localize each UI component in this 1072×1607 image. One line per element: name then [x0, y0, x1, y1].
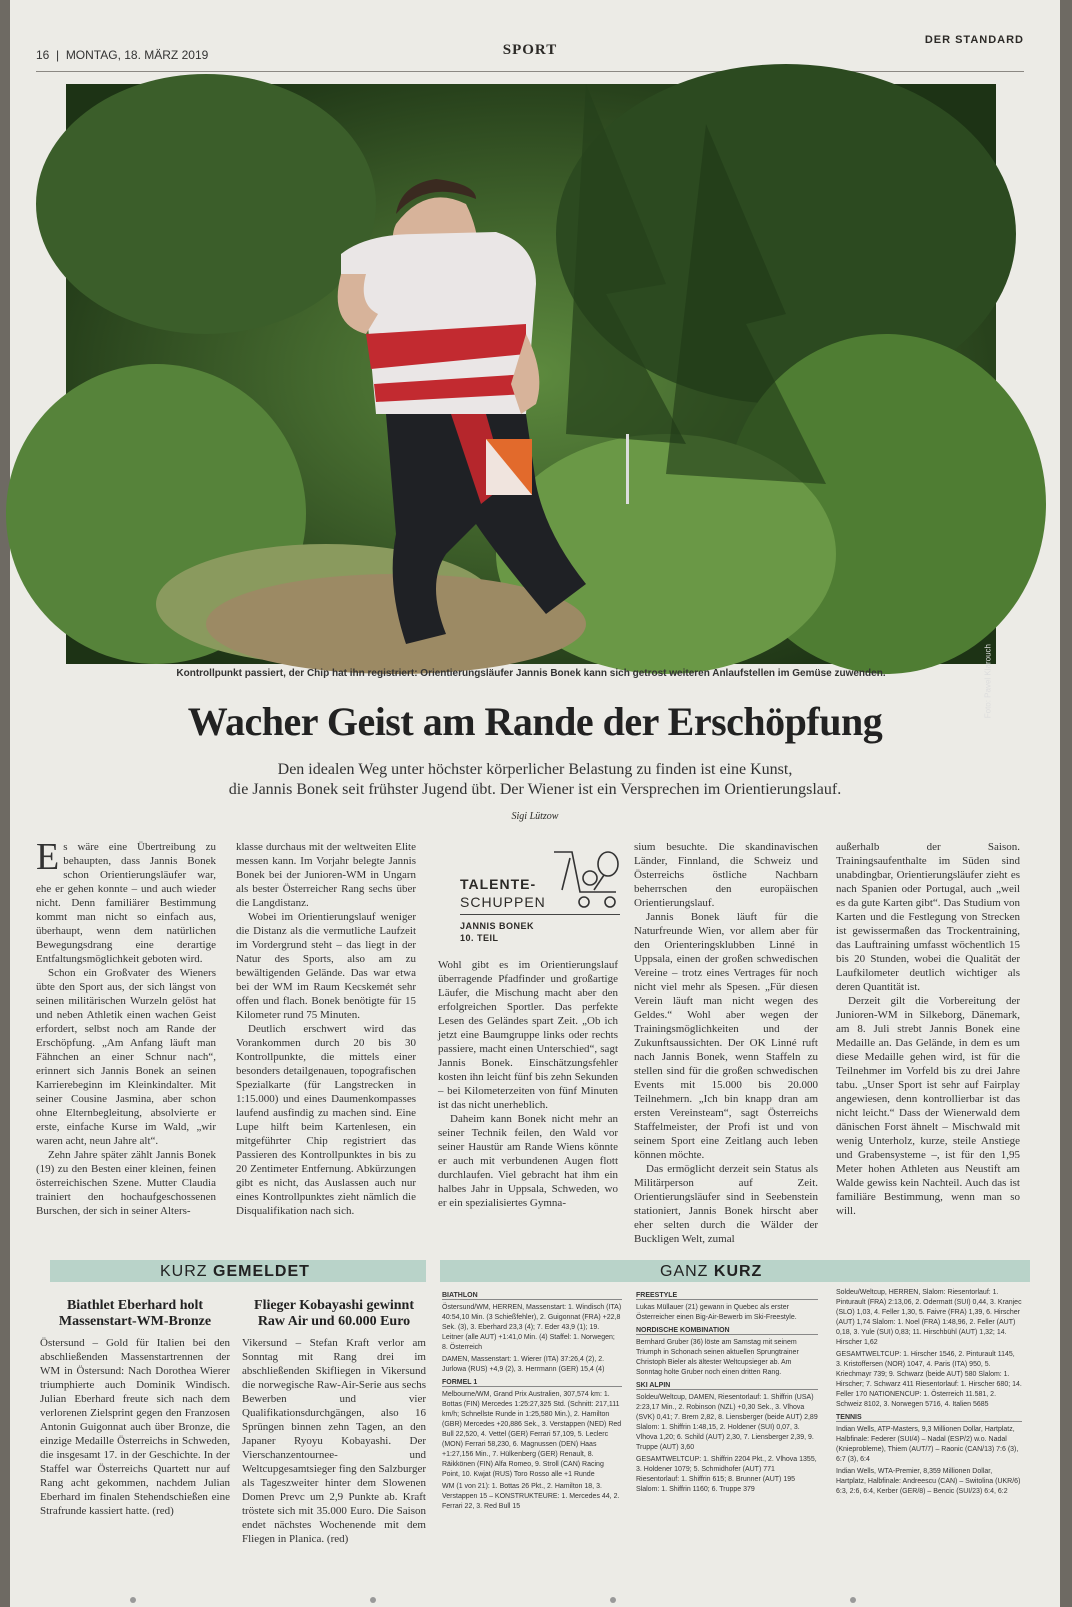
paragraph: außerhalb der Saison. Trainingsaufenthalte im Süden sind unabdingbar, Orientierungsläufer zieht es nach Spanien oder Portugal, auch „weil es da gute Karten gibt“. Das Studium von Karten und die Festlegung von Strecken ist gewissermaßen das Trockentraining, das Lauftraining umfasst wöchentlich 15 bis 20 Stunden, wobei die Qualität der Laufkilometer deutlich wichtiger als deren Quantität ist. — [836, 841, 1020, 993]
paragraph: Deutlich erschwert wird das Vorankommen durch 20 bis 30 Kontrollpunkte, die mittels einer besonders detailgenauen, topografischen Spezialkarte (für Langstrecken in 1:15.000) und eines Daumenkompasses laufend ausfindig zu machen sind. Eine Lupe hilft beim Kartenlesen, ein mitgeführter Chip registriert das Passieren des Kontrollpunktes in bis zu 20 Zentimeter Entfernung. Abkürzungen gibt es nicht, das Auslassen auch nur eines Kontrollpunktes zieht nämlich die Disqualifikation nach sich. — [236, 1023, 416, 1217]
paragraph: Jannis Bonek läuft für die Naturfreunde Wien, vor allem aber für den Orienteringsklubben Linné in Uppsala, einen der großen schwedischen Vereine – trotz eines Vertrages für noch nicht viel mehr als Spesen. „Für diesen Verein läuft man nicht wegen des Geldes.“ Wohl aber wegen der Trainingsmöglichkeiten und der Zukunftsaussichten. Der OK Linné ruft nach Jannis Bonek, wenn Staffeln zu stellen sind für die großen schwedischen Events mit 15.000 bis 20.000 Teilnehmern. „Ich bin knapp dran am ersten Vereinsteam“, sagt Österreichs Staffelmeister, der Profi ist und von seinem Sport eine Zeitlang auch leben können möchte. — [634, 911, 818, 1161]
paragraph: Derzeit gilt die Vorbereitung der Junioren-WM in Silkeborg, Dänemark, am 8. Juli strebt Jannis Bonek eine Medaille an. Das Gelände, in dem es um diese Medaille gehen wird, ist für die Teilnehmer im Vorfeld bis zu drei Jahre tabu. „Unser Sport ist sehr auf Fairplay angewiesen, denn kontrollierbar ist das nicht leicht.“ Dass der Wienerwald dem dänischen Forst ähnelt – Mischwald mit wenig Unterholz, kurze, steile Anstiege und Grabensysteme –, ist für den 1,95 Meter hohen Athleten aus Neustift am Walde gewiss kein Nachteil. Auch das ist familiäre Bestimmung, wenn man so will. — [836, 995, 1020, 1217]
brief-headline: Flieger Kobayashi gewinnt Raw Air und 60.000 Euro — [254, 1298, 414, 1329]
page-header — [36, 34, 1024, 72]
series-badge — [458, 846, 628, 946]
photo-credit: Foto: Pavel Klarouch — [983, 644, 992, 719]
drop-cap: E — [36, 836, 60, 878]
page-date-line: 16 | MONTAG, 18. MÄRZ 2019 — [36, 48, 209, 62]
edge-hole — [130, 1597, 136, 1603]
paragraph: klasse durchaus mit der weltweiten Elite messen kann. Im Vorjahr belegte Jannis Bonek bei der Junioren-WM in Ungarn als bester Österreicher Rang sechs über die Langdistanz. — [236, 841, 416, 909]
paragraph: sium besuchte. Die skandinavischen Länder, Finnland, die Schweiz und Österreichs östliche Nachbarn beherrschen den europäischen Orientierungslauf. — [634, 841, 818, 909]
article-column-2 — [236, 840, 416, 1240]
paragraph: Wohl gibt es im Orientierungslauf überragende Pfadfinder und großartige Läufer, die Mischung macht aber den erfolgreichen Sportler. Das perfekte Lesen des Geländes spart Zeit. „Ob ich jetzt eine Baumgruppe links oder rechts passiere, macht einen Unterschied“, sagt Jannis Bonek. Einschätzungsfehler kosten ihn leicht fünf bis zehn Sekunden – bei Kilometerzeiten von fünf Minuten ist das nicht unerheblich. — [438, 959, 618, 1111]
results-text: WM (1 von 21): 1. Bottas 26 Pkt., 2. Hamilton 18, 3. Verstappen 15 – KONSTRUKTEURE: 1. Mercedes 44, 2. Ferrari 22, 3. Red Bull 15 — [442, 1483, 620, 1510]
results-text: Östersund/WM, HERREN, Massenstart: 1. Windisch (ITA) 40:54,10 Min. (3 Schießfehler), 2. Guigonnat (FRA) +22,8 Sek. (3), 3. Eberhard 23,3 (4); 7. Eder 43,9 (1); 19. Leitner (alle AUT) +1:41,0 Min. (4) Staffel: 1. Norwegen; 8. Österreich — [442, 1304, 622, 1351]
deck-line: Den idealen Weg unter höchster körperlicher Belastung zu finden ist eine Kunst, — [277, 761, 793, 778]
results-column-3 — [836, 1288, 1022, 1499]
results-heading: NORDISCHE KOMBINATION — [636, 1327, 818, 1335]
series-title: TALENTE- — [460, 876, 537, 892]
paragraph: s wäre eine Übertreibung zu behaupten, dass Jannis Bonek schon Orientierungsläufer war, ehe er gehen konnte – und auch wieder nicht. Denn familiärer Bestimmung kommt man nicht so einfach aus, überhaupt, wenn dem natürlichen Bewegungsdrang eine derartige Entfaltungsmöglichkeit geboten wird. — [36, 841, 216, 965]
brief-headline: Biathlet Eberhard holt Massenstart-WM-Bronze — [58, 1298, 212, 1329]
results-heading: SKI ALPIN — [636, 1382, 818, 1390]
section-title: SPORT — [502, 42, 558, 58]
article-column-3 — [438, 958, 618, 1240]
results-text: Indian Wells, ATP-Masters, 9,3 Millionen Dollar, Hartplatz, Halbfinale: Federer (SUI/4) – Nadal (ESP/2) w.o. Nadal (Knieprobleme), Thiem (AUT/7) – Raonic (CAN/13) 7:6 (3), 6:7 (3), 6:4 — [836, 1426, 1019, 1463]
ganz-kurz-title: GANZ KURZ — [660, 1263, 763, 1280]
article-headline: Wacher Geist am Rande der Erschöpfung — [187, 699, 883, 744]
article-column-4 — [634, 840, 818, 1245]
publication-name: DER STANDARD — [924, 34, 1024, 46]
newspaper-page — [10, 0, 1060, 1607]
article-column-5 — [836, 840, 1020, 1240]
results-text: Lukas Müllauer (21) gewann in Quebec als erster Österreicher einen Big-Air-Bewerb im Ski-Freestyle. — [636, 1304, 797, 1321]
photo-caption: Kontrollpunkt passiert, der Chip hat ihn registriert: Orientierungsläufer Jannis Bonek kann sich getrost weiteren Anlaufstellen im Gemüse zuwenden. — [176, 668, 886, 679]
series-title: SCHUPPEN — [460, 894, 546, 910]
edge-hole — [610, 1597, 616, 1603]
paragraph: Das ermöglicht derzeit sein Status als Militärperson auf Zeit. Orientierungsläufer sind in Seebenstein stationiert, Jannis Bonek hirscht aber eher selten durch die Wälder der Buckligen Welt, zumal — [634, 1163, 818, 1245]
paragraph: Daheim kann Bonek nicht mehr an seiner Technik feilen, den Wald vor seiner Haustür am Rande Wiens könnte er auch mit verbundenen Augen flott durchlaufen. Viel gebracht hat ihm ein halbes Jahr in Uppsala, Schweden, wo er ein spezialisiertes Gymna- — [438, 1113, 618, 1209]
results-heading: FORMEL 1 — [442, 1379, 622, 1387]
article-author: Sigi Lützow — [511, 811, 559, 822]
results-heading: BIATHLON — [442, 1292, 622, 1300]
divider — [460, 914, 620, 915]
results-heading: TENNIS — [836, 1414, 1022, 1422]
results-column-2 — [636, 1288, 818, 1497]
brief-text: Vikersund – Stefan Kraft verlor am Sonntag mit Rang drei im abschließenden Skifliegen in Vikersund die norwegische Raw-Air-Serie aus sechs Bewerben und vier Qualifikationsdurchgängen, also 16 Sprüngen binnen zehn Tagen, an den Japaner Ryoyu Kobayashi. Der Vierschanzentournee- und Weltcupgesamtsieger fing den Salzburger als Tageszweiter hinter dem Slowenen Domen Prevc um 2,9 Punkte ab. Kraft tröstete sich mit 35.000 Euro. Die Saison endet nächstes Wochenende mit dem Fliegen in Planica. (red) — [242, 1337, 426, 1545]
paragraph: Wobei im Orientierungslauf weniger die Distanz als die vermutliche Laufzeit im Vordergrund steht – das liegt in der Natur des Sports, also am zu bewältigenden Gelände. Das war etwa bei der WM im Raum Kecskemét sehr offen und flach. Bonek benötigte für 15 Kilometer rund 75 Minuten. — [236, 911, 416, 1021]
sports-equipment-icon — [550, 846, 628, 912]
brief-text: Östersund – Gold für Italien bei den abschließenden Massenstartrennen der WM in Östersund: Nach Dorothea Wierer triumphierte auch Dominik Windisch. Julian Eberhard freute sich nach dem verlorenen Zielsprint gegen den Franzosen Antonin Guigonnat auch über Bronze, die einzige Medaille Österreichs in Schweden, die insgesamt 17. in der Geschichte. In der Staffel war Österreichs Quartett nur auf Rang acht gekommen, nachdem Julian Eberhard im finalen Stehendschießen eine Strafrunde kassiert hatte. (red) — [40, 1337, 230, 1517]
results-column-1 — [442, 1288, 622, 1514]
results-text: Soldeu/Weltcup, HERREN, Slalom: Riesentorlauf: 1. Pinturault (FRA) 2:13,06, 2. Odermatt (SUI) 0,44, 3. Kranjec (SLO) 1,03, 4. Feller 1,30, 5. Faivre (FRA) 1,39, 6. Hirscher (AUT) 1,74 Slalom: 1. Noel (FRA) 1:48,96, 2. Feller (AUT) 0,18, 3. Yule (SUI) 0,83; 11. Hirschbühl (AUT) 1,32; 14. Hirscher 1,62 — [836, 1289, 1022, 1346]
results-text: Indian Wells, WTA-Premier, 8,359 Millionen Dollar, Hartplatz, Halbfinale: Andreescu (CAN) – Switolina (UKR/6) 6:3, 2:6, 6:4, Kerber (GER/8) – Bencic (SUI/23) 6:4, 6:2 — [836, 1468, 1021, 1495]
results-text: DAMEN, Massenstart: 1. Wierer (ITA) 37:26,4 (2), 2. Jurlowa (RUS) +4,9 (2), 3. Herrmann (GER) 15,4 (4) — [442, 1356, 605, 1373]
results-text: Soldeu/Weltcup, DAMEN, Riesentorlauf: 1. Shiffrin (USA) 2:23,17 Min., 2. Robinson (NZL) +0,30 Sek., 3. Vlhova (SVK) 0,41; 7. Brem 2,82, 8. Liensberger (beide AUT) 2,89 Slalom: 1. Shiffrin 1:48,15, 2. Holdener (SUI) 0,07, 3. Vlhova 1,20; 6. Schild (AUT) 2,30, 7. Liensberger 2,39, 9. Truppe (AUT) 3,60 — [636, 1394, 818, 1451]
results-text: GESAMTWELTCUP: 1. Hirscher 1546, 2. Pinturault 1145, 3. Kristoffersen (NOR) 1047, 4. Paris (ITA) 950, 5. Kriechmayr 739; 9. Schwarz (beide AUT) 580 Slalom: 1. Hirscher; 7. Schwarz 411 Riesentorlauf: 1. Hirscher 680; 14. Feller 170 NATIONENCUP: 1. Österreich 11.581, 2. Schweiz 8102, 3. Norwegen 5716, 4. Italien 5685 — [836, 1351, 1022, 1408]
article-deck — [160, 760, 910, 800]
series-subject: JANNIS BONEK 10. TEIL — [460, 921, 535, 943]
paragraph: Schon ein Großvater des Wieners übte den Sport aus, der sich längst von seinen militärischen Wurzeln gelöst hat und neben Athletik einen wachen Geist erfordert, selbst noch am Rande der Erschöpfung. „Am Anfang läuft man Fähnchen an einer Schnur nach“, erinnert sich Jannis Bonek an seinen Karrierebeginn im Kleinkindalter. Mit seiner Cousine Jasmina, aber schon ohne Elternbegleitung, absolvierte er erste, einfache Kurse im Wald, „wir waren acht, neun Jahre alt“. — [36, 967, 216, 1147]
kurz-gemeldet-title: KURZ GEMELDET — [160, 1263, 310, 1280]
edge-hole — [370, 1597, 376, 1603]
paragraph: Zehn Jahre später zählt Jannis Bonek (19) zu den Besten einer kleinen, feinen österreichischen Szene. Mutter Claudia trainiert den hochaufgeschossenen Burschen, der sich in seiner Alters- — [36, 1149, 216, 1217]
results-text: Melbourne/WM, Grand Prix Australien, 307,574 km: 1. Bottas (FIN) Mercedes 1:25:27,325 Std. (Schnitt: 217,111 km/h; Schnellste Runde in 1:25,580 Min.), 2. Hamilton (GBR) Mercedes +20,886 Sek., 3. Verstappen (NED) Red Bull 22,520, 4. Vettel (GER) Ferrari 57,109, 5. Leclerc (MON) Ferrari 58,230, 6. Magnussen (DEN) Haas +1:27,156 Min., 7. Hülkenberg (GER) Renault, 8. Räikkönen (FIN) Alfa Romeo, 9. Stroll (CAN) Racing Point, 10. Kwjat (RUS) Toro Rosso alle +1 Runde — [442, 1391, 622, 1478]
results-text: Bernhard Gruber (36) löste am Samstag mit seinem Triumph in Schonach seinen aktuellen Sprungtrainer Christoph Bieler als ältester Weltcupsieger ab. Am Sonntag holte Gruber noch einen dritten Rang. — [636, 1339, 799, 1376]
orienteering-runner-photo — [66, 84, 996, 664]
edge-hole — [850, 1597, 856, 1603]
article-column-1 — [36, 836, 216, 1240]
results-text: GESAMTWELTCUP: 1. Shiffrin 2204 Pkt., 2. Vlhova 1355, 3. Holdener 1079; 5. Schmidhofer (AUT) 771 Riesentorlauf: 1. Shiffrin 615; 8. Brunner (AUT) 195 Slalom: 1. Shiffrin 1160; 6. Truppe 379 — [636, 1456, 817, 1493]
results-heading: FREESTYLE — [636, 1292, 818, 1300]
deck-line: die Jannis Bonek seit frühster Jugend übt. Der Wiener ist ein Versprechen im Orientierungslauf. — [228, 781, 842, 798]
